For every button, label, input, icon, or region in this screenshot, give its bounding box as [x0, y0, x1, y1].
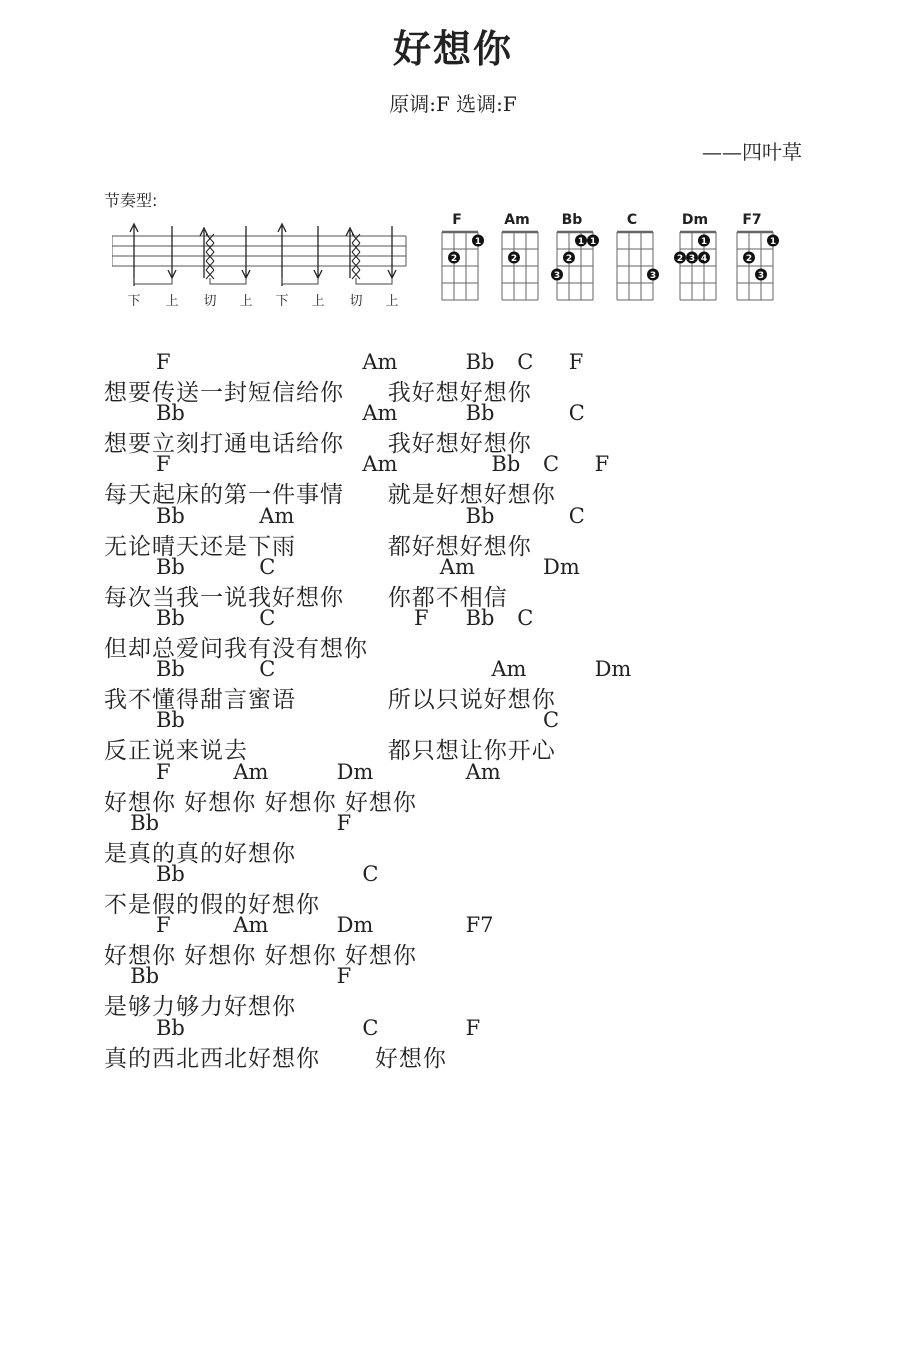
lyric-text: 都好想好想你: [387, 533, 532, 560]
strum-pattern-diagram: [112, 216, 412, 316]
chord-symbol: Bb: [156, 554, 185, 579]
lyric-text: 真的西北西北好想你: [104, 1045, 320, 1072]
chord-symbol: Am: [233, 913, 269, 938]
strum-label: 下: [127, 294, 141, 309]
lyric-text: 想要立刻打通电话给你: [104, 431, 344, 458]
chord-symbol: Dm: [543, 554, 580, 579]
chord-symbol: F: [465, 1015, 481, 1040]
chord-symbol: C: [259, 606, 276, 630]
lyric-text: 我好想好想你: [387, 431, 532, 458]
chord-symbol: C: [543, 708, 560, 733]
chord-symbol: Bb: [491, 452, 521, 477]
strum-up-arrow: [278, 224, 286, 286]
chord-diagram-dm: [674, 212, 716, 300]
lyric-text: 是够力够力好想你: [104, 994, 296, 1021]
lyric-text: 无论晴天还是下雨: [104, 533, 296, 560]
svg-text:4: 4: [700, 254, 708, 264]
chord-symbol: C: [568, 401, 585, 426]
chord-symbol: Am: [362, 401, 398, 426]
chord-symbol: Am: [465, 759, 501, 784]
lyric-text: 好想你 好想你 好想你 好想你: [104, 789, 417, 816]
chord-symbol: Bb: [156, 606, 185, 630]
lyric-text: 我好想好想你: [387, 380, 532, 406]
chord-symbol: C: [543, 452, 560, 477]
strum-pattern: [112, 216, 412, 320]
song-title: 好想你: [392, 27, 513, 71]
lyric-text: 每天起床的第一件事情: [104, 482, 344, 509]
svg-text:3: 3: [757, 271, 765, 281]
lyric-text: 反正说来说去: [104, 738, 248, 765]
chord-symbol: C: [568, 503, 585, 528]
chord-name: C: [626, 212, 638, 228]
chord-symbol: Bb: [130, 964, 160, 989]
chord-symbol: Bb: [156, 1015, 185, 1040]
svg-text:1: 1: [577, 237, 585, 247]
strum-label: 切: [203, 294, 217, 309]
chord-symbol: Dm: [594, 657, 632, 682]
chord-symbol: C: [259, 657, 276, 682]
strum-label: 上: [165, 294, 179, 309]
svg-text:2: 2: [565, 254, 573, 264]
chord-symbol: C: [362, 1015, 379, 1040]
chord-diagram-f: [442, 212, 484, 300]
lyric-text: 就是好想好想你: [387, 482, 556, 509]
chord-symbol: F: [568, 350, 584, 374]
beat-bracket: [210, 278, 246, 284]
lyric-text: 所以只说好想你: [387, 687, 556, 714]
chord-symbol: Bb: [465, 606, 495, 630]
chord-symbol: F: [414, 606, 429, 630]
lyric-text: 每次当我一说我好想你: [104, 584, 344, 611]
chord-symbol: Bb: [156, 708, 185, 733]
strum-down-arrow: [388, 226, 396, 278]
strum-label: 上: [239, 294, 253, 309]
strum-label: 上: [311, 294, 325, 309]
lyric-text: 是真的真的好想你: [104, 840, 296, 867]
lyric-text: 我不懂得甜言蜜语: [104, 687, 296, 714]
chord-symbol: F: [156, 350, 171, 374]
lyric-text: 你都不相信: [387, 584, 508, 611]
lyric-text: 好想你 好想你 好想你 好想你: [104, 943, 417, 970]
lyric-text: 都只想让你开心: [387, 738, 556, 765]
chord-name: F7: [742, 212, 762, 228]
chord-name: Bb: [561, 212, 583, 228]
chord-symbol: Bb: [156, 503, 185, 528]
chord-symbol: Dm: [336, 913, 374, 938]
svg-text:3: 3: [553, 271, 561, 281]
chord-symbol: Bb: [130, 810, 160, 835]
svg-text:2: 2: [450, 254, 458, 264]
chord-symbol: Bb: [465, 350, 495, 374]
svg-text:2: 2: [510, 254, 518, 264]
chord-diagram-c: [617, 212, 659, 300]
chord-symbol: Am: [362, 452, 398, 477]
lyric-text: 想要传送一封短信给你: [104, 380, 344, 406]
chord-symbol: Am: [491, 657, 527, 682]
strum-down-arrow: [314, 226, 322, 278]
rhythm-label: 节奏型:: [104, 191, 158, 210]
beat-bracket: [134, 278, 172, 284]
strum-label: 下: [275, 294, 289, 309]
chord-diagram-f7: [737, 212, 779, 300]
chord-symbol: Dm: [336, 759, 374, 784]
chord-symbol: F: [336, 964, 352, 989]
author: ——四叶草: [702, 140, 802, 164]
chord-symbol: Am: [362, 350, 398, 374]
beat-bracket: [282, 278, 318, 284]
strum-label: 上: [385, 294, 399, 309]
chord-symbol: C: [259, 554, 276, 579]
chord-symbol: F: [156, 759, 171, 784]
chord-symbol: C: [362, 862, 379, 886]
svg-text:2: 2: [676, 254, 684, 264]
chord-name: F: [452, 212, 462, 228]
lyric-text: 不是假的假的好想你: [104, 892, 320, 918]
beat-bracket: [356, 278, 392, 284]
strum-up-arrow: [130, 224, 138, 286]
chord-diagram-bb: [551, 212, 599, 300]
chord-fingering-diagrams: [430, 208, 790, 308]
lyric-text: 但却总爱问我有没有想你: [104, 636, 368, 662]
chord-symbol: Bb: [156, 657, 185, 682]
chord-symbol: C: [517, 350, 534, 374]
svg-text:1: 1: [474, 237, 482, 247]
chord-symbol: Am: [233, 759, 269, 784]
svg-text:1: 1: [769, 237, 777, 247]
chord-name: Dm: [681, 212, 709, 228]
chord-symbol: Am: [439, 554, 475, 579]
strum-down-arrow: [242, 226, 250, 278]
chord-diagram-am: [502, 212, 538, 300]
chord-symbol: C: [517, 606, 534, 630]
chord-symbol: Bb: [465, 401, 495, 426]
chord-symbol: Am: [259, 503, 295, 528]
chord-symbol: F: [594, 452, 610, 477]
svg-text:1: 1: [589, 237, 597, 247]
strum-down-arrow: [168, 226, 176, 278]
svg-text:3: 3: [649, 271, 657, 281]
key-info: 原调:F 选调:F: [389, 92, 517, 116]
lyric-text: 好想你: [374, 1045, 447, 1072]
svg-text:1: 1: [700, 237, 708, 247]
chord-symbol: F: [336, 810, 352, 835]
chord-symbol: F7: [465, 913, 494, 938]
chord-symbol: F: [156, 452, 171, 477]
chord-symbol: Bb: [465, 503, 495, 528]
strum-label: 切: [349, 294, 363, 309]
chord-symbol: F: [156, 913, 171, 938]
chord-symbol: Bb: [156, 401, 185, 426]
chord-name: Am: [504, 212, 530, 228]
svg-text:3: 3: [688, 254, 696, 264]
chord-symbol: Bb: [156, 862, 185, 886]
chord-diagrams: [430, 208, 790, 312]
svg-text:2: 2: [745, 254, 753, 264]
